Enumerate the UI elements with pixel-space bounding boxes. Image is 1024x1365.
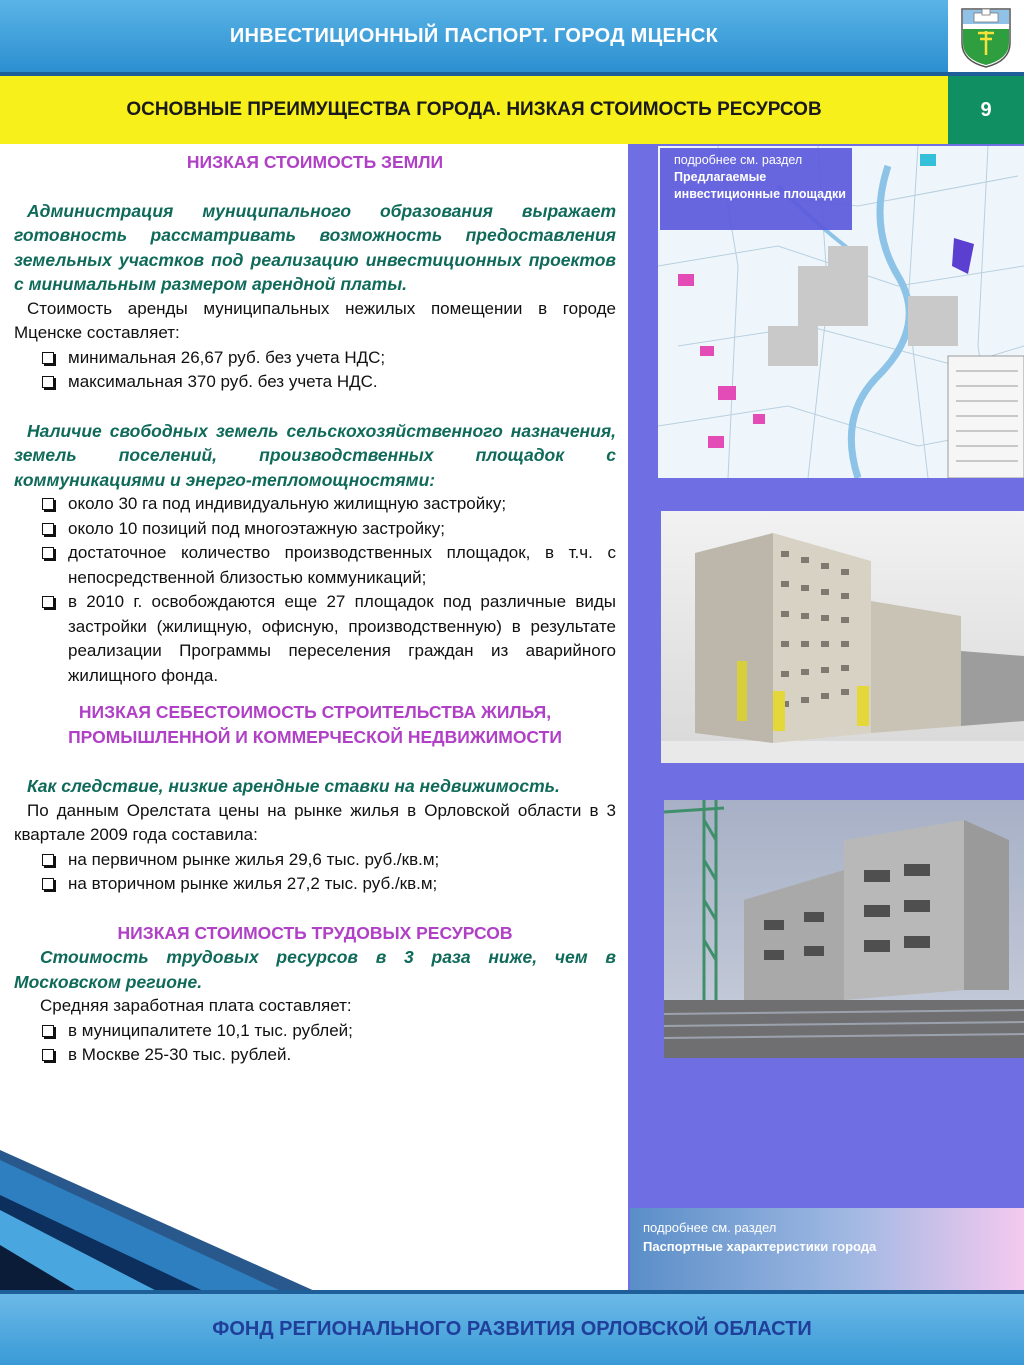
construction-lead-paragraph: Как следствие, низкие арендные ставки на недвижимость. xyxy=(27,776,560,796)
list-item: на вторичном рынке жилья 27,2 тыс. руб./кв.м; xyxy=(42,872,616,897)
section-header xyxy=(0,76,948,144)
document-header xyxy=(0,0,948,72)
list-item: максимальная 370 руб. без учета НДС. xyxy=(42,370,616,395)
free-land-list xyxy=(14,492,616,688)
list-item: около 10 позиций под многоэтажную застройку; xyxy=(42,517,616,542)
rent-list xyxy=(14,346,616,395)
labor-intro-paragraph: Средняя заработная плата составляет: xyxy=(40,996,352,1015)
building-photo-graphic xyxy=(661,511,1024,763)
list-item: на первичном рынке жилья 29,6 тыс. руб./кв.м; xyxy=(42,848,616,873)
map-section-note[interactable] xyxy=(660,148,852,230)
rent-intro-paragraph: Стоимость аренды муниципальных нежилых помещении в городе Мценске составляет: xyxy=(14,298,616,342)
footer-organization-name: ФОНД РЕГИОНАЛЬНОГО РАЗВИТИЯ ОРЛОВСКОЙ ОБЛАСТИ xyxy=(212,1318,812,1340)
page-number xyxy=(948,76,1024,144)
construction-intro-paragraph: По данным Орелстата цены на рынке жилья в Орловской области в 3 квартале 2009 года составила: xyxy=(14,800,616,844)
labor-lead-paragraph: Стоимость трудовых ресурсов в 3 раза ниже, чем в Московском регионе. xyxy=(14,947,616,992)
list-item: в муниципалитете 10,1 тыс. рублей; xyxy=(42,1019,616,1044)
free-land-lead-paragraph: Наличие свободных земель сельскохозяйственного назначения, земель поселений, производственных площадок с коммуникациями и энерго-тепломощностями: xyxy=(14,420,616,490)
list-item: около 30 га под индивидуальную жилищную застройку; xyxy=(42,492,616,517)
main-content xyxy=(14,150,616,1068)
construction-section-title: НИЗКАЯ СЕБЕСТОИМОСТЬ СТРОИТЕЛЬСТВА ЖИЛЬЯ, ПРОМЫШЛЕННОЙ И КОММЕРЧЕСКОЙ НЕДВИЖИМОСТИ xyxy=(68,702,562,747)
page-number-label: 9 xyxy=(980,98,992,121)
residential-building-photo xyxy=(661,511,1024,763)
city-coat-of-arms-icon xyxy=(960,3,1012,69)
construction-site-photo xyxy=(664,800,1024,1058)
coat-of-arms xyxy=(948,0,1024,72)
section-title: ОСНОВНЫЕ ПРЕИМУЩЕСТВА ГОРОДА. НИЗКАЯ СТОИМОСТЬ РЕСУРСОВ xyxy=(126,99,822,120)
bottom-note-prefix: подробнее см. раздел xyxy=(643,1220,777,1235)
list-item: минимальная 26,67 руб. без учета НДС; xyxy=(42,346,616,371)
list-item: достаточное количество производственных площадок, в т.ч. с непосредственной близостью коммуникаций; xyxy=(42,541,616,590)
map-note-link[interactable]: Предлагаемые инвестиционные площадки xyxy=(674,170,846,201)
passport-section-note[interactable] xyxy=(630,1208,1024,1290)
list-item: в Москве 25-30 тыс. рублей. xyxy=(42,1043,616,1068)
document-title: ИНВЕСТИЦИОННЫЙ ПАСПОРТ. ГОРОД МЦЕНСК xyxy=(229,24,719,47)
bottom-note-link[interactable]: Паспортные характеристики города xyxy=(643,1239,877,1254)
land-lead-paragraph: Администрация муниципального образования выражает готовность рассматривать возможность предоставления земельных участков под реализацию инвестиционных проектов с минимальным размером арендной платы. xyxy=(14,200,616,294)
housing-price-list xyxy=(14,848,616,897)
map-note-prefix: подробнее см. раздел xyxy=(674,153,803,167)
labor-section-title: НИЗКАЯ СТОИМОСТЬ ТРУДОВЫХ РЕСУРСОВ xyxy=(117,922,513,943)
salary-list xyxy=(14,1019,616,1068)
construction-photo-graphic xyxy=(664,800,1024,1058)
list-item: в 2010 г. освобождаются еще 27 площадок под различные виды застройки (жилищную, офисную, производственную) в результате реализации Программы переселения граждан из аварийного жилищного фонда. xyxy=(42,590,616,688)
land-section-title: НИЗКАЯ СТОИМОСТЬ ЗЕМЛИ xyxy=(186,152,444,172)
footer-caption xyxy=(0,1294,1024,1365)
